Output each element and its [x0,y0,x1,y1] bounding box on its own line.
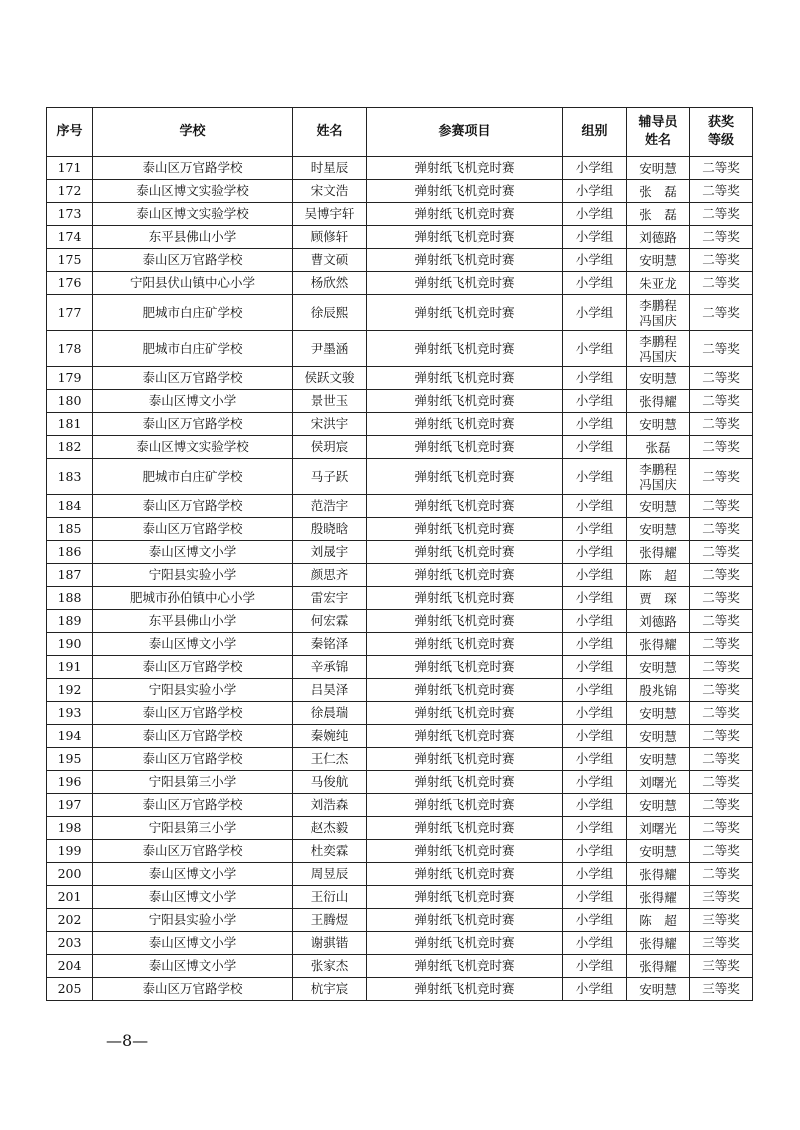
cell-award: 二等奖 [690,817,753,840]
cell-advisor: 陈 超 [627,564,690,587]
cell-school: 肥城市白庄矿学校 [93,331,293,367]
cell-event: 弹射纸飞机竞时赛 [367,226,563,249]
cell-award: 三等奖 [690,909,753,932]
cell-advisor: 殷兆锦 [627,679,690,702]
cell-name: 吴博宇轩 [293,203,367,226]
cell-event: 弹射纸飞机竞时赛 [367,978,563,1001]
cell-award: 二等奖 [690,656,753,679]
cell-group: 小学组 [563,249,627,272]
cell-school: 泰山区博文实验学校 [93,180,293,203]
cell-group: 小学组 [563,909,627,932]
cell-advisor: 刘德路 [627,226,690,249]
cell-advisor: 张得耀 [627,863,690,886]
cell-name: 徐辰熙 [293,295,367,331]
cell-group: 小学组 [563,633,627,656]
table-row [47,436,753,459]
cell-index: 171 [47,157,93,180]
cell-award: 二等奖 [690,272,753,295]
cell-event: 弹射纸飞机竞时赛 [367,955,563,978]
table-row [47,541,753,564]
cell-name: 刘晟宇 [293,541,367,564]
cell-name: 王腾煜 [293,909,367,932]
cell-school: 泰山区博文实验学校 [93,203,293,226]
cell-advisor: 李鹏程 冯国庆 [627,459,690,495]
cell-name: 顾修轩 [293,226,367,249]
cell-index: 173 [47,203,93,226]
cell-award: 三等奖 [690,955,753,978]
table-row [47,564,753,587]
cell-event: 弹射纸飞机竞时赛 [367,495,563,518]
cell-event: 弹射纸飞机竞时赛 [367,367,563,390]
table-row [47,203,753,226]
header-advisor: 辅导员 姓名 [627,108,690,157]
cell-advisor: 贾 琛 [627,587,690,610]
cell-school: 泰山区万官路学校 [93,367,293,390]
cell-group: 小学组 [563,725,627,748]
cell-index: 185 [47,518,93,541]
cell-event: 弹射纸飞机竞时赛 [367,180,563,203]
cell-school: 泰山区万官路学校 [93,413,293,436]
cell-group: 小学组 [563,932,627,955]
cell-school: 肥城市白庄矿学校 [93,295,293,331]
cell-index: 202 [47,909,93,932]
header-index: 序号 [47,108,93,157]
cell-name: 杨欣然 [293,272,367,295]
cell-event: 弹射纸飞机竞时赛 [367,932,563,955]
cell-event: 弹射纸飞机竞时赛 [367,817,563,840]
table-row [47,679,753,702]
cell-event: 弹射纸飞机竞时赛 [367,541,563,564]
cell-award: 二等奖 [690,226,753,249]
cell-advisor: 安明慧 [627,978,690,1001]
cell-name: 王衍山 [293,886,367,909]
cell-event: 弹射纸飞机竞时赛 [367,413,563,436]
cell-index: 187 [47,564,93,587]
cell-group: 小学组 [563,436,627,459]
cell-school: 泰山区万官路学校 [93,157,293,180]
cell-award: 二等奖 [690,725,753,748]
table-row [47,955,753,978]
cell-award: 二等奖 [690,459,753,495]
cell-award: 二等奖 [690,587,753,610]
cell-event: 弹射纸飞机竞时赛 [367,564,563,587]
table-row [47,295,753,331]
header-award: 获奖 等级 [690,108,753,157]
cell-advisor: 安明慧 [627,495,690,518]
header-event: 参赛项目 [367,108,563,157]
cell-award: 二等奖 [690,295,753,331]
cell-group: 小学组 [563,702,627,725]
cell-group: 小学组 [563,587,627,610]
cell-advisor: 张得耀 [627,886,690,909]
table-row [47,633,753,656]
cell-name: 马子跃 [293,459,367,495]
cell-award: 二等奖 [690,331,753,367]
cell-advisor: 刘曙光 [627,817,690,840]
cell-event: 弹射纸飞机竞时赛 [367,794,563,817]
cell-group: 小学组 [563,413,627,436]
cell-index: 181 [47,413,93,436]
cell-name: 范浩宇 [293,495,367,518]
cell-school: 泰山区博文实验学校 [93,436,293,459]
cell-index: 195 [47,748,93,771]
cell-group: 小学组 [563,863,627,886]
cell-group: 小学组 [563,367,627,390]
cell-name: 王仁杰 [293,748,367,771]
cell-group: 小学组 [563,610,627,633]
cell-school: 肥城市孙伯镇中心小学 [93,587,293,610]
cell-advisor: 李鹏程 冯国庆 [627,295,690,331]
cell-event: 弹射纸飞机竞时赛 [367,272,563,295]
cell-school: 泰山区万官路学校 [93,702,293,725]
table-row [47,702,753,725]
cell-group: 小学组 [563,679,627,702]
cell-school: 宁阳县实验小学 [93,909,293,932]
cell-event: 弹射纸飞机竞时赛 [367,909,563,932]
cell-advisor: 安明慧 [627,518,690,541]
cell-school: 东平县佛山小学 [93,226,293,249]
cell-event: 弹射纸飞机竞时赛 [367,587,563,610]
cell-award: 二等奖 [690,679,753,702]
cell-event: 弹射纸飞机竞时赛 [367,886,563,909]
cell-school: 泰山区博文小学 [93,633,293,656]
cell-advisor: 安明慧 [627,725,690,748]
cell-event: 弹射纸飞机竞时赛 [367,656,563,679]
cell-award: 二等奖 [690,863,753,886]
header-name: 姓名 [293,108,367,157]
cell-name: 秦铭泽 [293,633,367,656]
cell-award: 二等奖 [690,180,753,203]
cell-name: 尹墨涵 [293,331,367,367]
cell-name: 曹文硕 [293,249,367,272]
cell-group: 小学组 [563,886,627,909]
table-row [47,413,753,436]
cell-index: 177 [47,295,93,331]
cell-name: 徐晨瑞 [293,702,367,725]
cell-advisor: 张 磊 [627,203,690,226]
cell-name: 宋洪宇 [293,413,367,436]
cell-group: 小学组 [563,203,627,226]
cell-name: 张家杰 [293,955,367,978]
table-row [47,748,753,771]
cell-advisor: 安明慧 [627,249,690,272]
cell-group: 小学组 [563,226,627,249]
cell-index: 198 [47,817,93,840]
cell-advisor: 刘德路 [627,610,690,633]
cell-group: 小学组 [563,794,627,817]
cell-advisor: 安明慧 [627,157,690,180]
cell-group: 小学组 [563,518,627,541]
cell-group: 小学组 [563,157,627,180]
table-row [47,794,753,817]
cell-school: 宁阳县第三小学 [93,771,293,794]
cell-index: 199 [47,840,93,863]
cell-award: 二等奖 [690,541,753,564]
cell-award: 二等奖 [690,840,753,863]
cell-school: 泰山区博文小学 [93,886,293,909]
cell-name: 赵杰毅 [293,817,367,840]
table-row [47,725,753,748]
cell-event: 弹射纸飞机竞时赛 [367,840,563,863]
cell-index: 182 [47,436,93,459]
cell-index: 192 [47,679,93,702]
cell-event: 弹射纸飞机竞时赛 [367,390,563,413]
cell-advisor: 张得耀 [627,541,690,564]
cell-award: 二等奖 [690,518,753,541]
table-row [47,331,753,367]
cell-event: 弹射纸飞机竞时赛 [367,459,563,495]
cell-school: 肥城市白庄矿学校 [93,459,293,495]
table-row [47,587,753,610]
cell-group: 小学组 [563,771,627,794]
cell-school: 泰山区万官路学校 [93,656,293,679]
cell-event: 弹射纸飞机竞时赛 [367,633,563,656]
cell-award: 二等奖 [690,436,753,459]
cell-school: 泰山区万官路学校 [93,978,293,1001]
table-row [47,249,753,272]
cell-advisor: 李鹏程 冯国庆 [627,331,690,367]
cell-group: 小学组 [563,495,627,518]
cell-school: 泰山区万官路学校 [93,748,293,771]
cell-school: 泰山区万官路学校 [93,518,293,541]
cell-group: 小学组 [563,331,627,367]
table-row [47,886,753,909]
cell-group: 小学组 [563,541,627,564]
cell-name: 宋文浩 [293,180,367,203]
cell-group: 小学组 [563,656,627,679]
cell-index: 186 [47,541,93,564]
awards-table [46,107,753,1001]
cell-index: 196 [47,771,93,794]
cell-index: 205 [47,978,93,1001]
cell-advisor: 张磊 [627,436,690,459]
cell-award: 三等奖 [690,978,753,1001]
cell-school: 泰山区博文小学 [93,863,293,886]
cell-event: 弹射纸飞机竞时赛 [367,679,563,702]
cell-name: 杜奕霖 [293,840,367,863]
cell-event: 弹射纸飞机竞时赛 [367,863,563,886]
cell-school: 泰山区万官路学校 [93,794,293,817]
cell-name: 谢骐锴 [293,932,367,955]
cell-advisor: 张 磊 [627,180,690,203]
cell-index: 172 [47,180,93,203]
table-row [47,610,753,633]
cell-school: 宁阳县实验小学 [93,679,293,702]
table-row [47,390,753,413]
cell-advisor: 张得耀 [627,955,690,978]
cell-award: 二等奖 [690,564,753,587]
cell-group: 小学组 [563,955,627,978]
cell-school: 东平县佛山小学 [93,610,293,633]
cell-school: 宁阳县伏山镇中心小学 [93,272,293,295]
cell-advisor: 陈 超 [627,909,690,932]
table-row [47,272,753,295]
table-row [47,817,753,840]
table-row [47,459,753,495]
cell-name: 颜思齐 [293,564,367,587]
cell-school: 泰山区博文小学 [93,541,293,564]
table-row [47,840,753,863]
cell-award: 二等奖 [690,390,753,413]
cell-award: 二等奖 [690,157,753,180]
cell-event: 弹射纸飞机竞时赛 [367,748,563,771]
cell-event: 弹射纸飞机竞时赛 [367,725,563,748]
cell-name: 秦婉纯 [293,725,367,748]
cell-school: 泰山区万官路学校 [93,840,293,863]
cell-index: 193 [47,702,93,725]
cell-group: 小学组 [563,978,627,1001]
cell-index: 200 [47,863,93,886]
cell-event: 弹射纸飞机竞时赛 [367,518,563,541]
table-row [47,863,753,886]
cell-award: 二等奖 [690,702,753,725]
cell-index: 183 [47,459,93,495]
table-row [47,367,753,390]
table-row [47,978,753,1001]
cell-index: 180 [47,390,93,413]
cell-award: 二等奖 [690,794,753,817]
cell-event: 弹射纸飞机竞时赛 [367,295,563,331]
cell-advisor: 安明慧 [627,656,690,679]
cell-index: 184 [47,495,93,518]
cell-event: 弹射纸飞机竞时赛 [367,331,563,367]
cell-school: 泰山区万官路学校 [93,249,293,272]
cell-index: 201 [47,886,93,909]
cell-school: 泰山区博文小学 [93,955,293,978]
cell-event: 弹射纸飞机竞时赛 [367,249,563,272]
cell-group: 小学组 [563,272,627,295]
cell-award: 二等奖 [690,203,753,226]
cell-index: 197 [47,794,93,817]
cell-advisor: 安明慧 [627,367,690,390]
page-number: —8— [106,1031,149,1050]
cell-event: 弹射纸飞机竞时赛 [367,203,563,226]
cell-award: 二等奖 [690,249,753,272]
cell-advisor: 安明慧 [627,794,690,817]
cell-advisor: 安明慧 [627,702,690,725]
table-row [47,180,753,203]
cell-index: 179 [47,367,93,390]
cell-group: 小学组 [563,564,627,587]
header-group: 组别 [563,108,627,157]
cell-event: 弹射纸飞机竞时赛 [367,702,563,725]
cell-name: 殷晓晗 [293,518,367,541]
table-row [47,226,753,249]
cell-name: 时星辰 [293,157,367,180]
cell-award: 二等奖 [690,610,753,633]
cell-index: 190 [47,633,93,656]
cell-advisor: 张得耀 [627,390,690,413]
cell-award: 二等奖 [690,367,753,390]
cell-event: 弹射纸飞机竞时赛 [367,157,563,180]
cell-advisor: 安明慧 [627,748,690,771]
cell-index: 176 [47,272,93,295]
cell-group: 小学组 [563,459,627,495]
cell-award: 二等奖 [690,771,753,794]
table-row [47,656,753,679]
cell-award: 二等奖 [690,748,753,771]
cell-index: 204 [47,955,93,978]
cell-name: 雷宏宇 [293,587,367,610]
table-row [47,518,753,541]
cell-index: 174 [47,226,93,249]
cell-name: 马俊航 [293,771,367,794]
cell-index: 191 [47,656,93,679]
cell-award: 二等奖 [690,633,753,656]
cell-index: 175 [47,249,93,272]
cell-group: 小学组 [563,295,627,331]
cell-name: 辛承锦 [293,656,367,679]
cell-school: 泰山区万官路学校 [93,495,293,518]
cell-name: 吕昊泽 [293,679,367,702]
cell-award: 二等奖 [690,495,753,518]
cell-index: 203 [47,932,93,955]
table-row [47,157,753,180]
cell-advisor: 安明慧 [627,413,690,436]
table-header-row [47,108,753,157]
cell-event: 弹射纸飞机竞时赛 [367,771,563,794]
table-row [47,771,753,794]
cell-name: 刘浩森 [293,794,367,817]
cell-advisor: 张得耀 [627,633,690,656]
cell-name: 周昱辰 [293,863,367,886]
cell-name: 何宏霖 [293,610,367,633]
cell-name: 杭宇宸 [293,978,367,1001]
cell-group: 小学组 [563,748,627,771]
cell-index: 178 [47,331,93,367]
cell-award: 二等奖 [690,413,753,436]
cell-event: 弹射纸飞机竞时赛 [367,610,563,633]
cell-event: 弹射纸飞机竞时赛 [367,436,563,459]
cell-advisor: 朱亚龙 [627,272,690,295]
table-row [47,932,753,955]
cell-index: 188 [47,587,93,610]
cell-advisor: 张得耀 [627,932,690,955]
table-row [47,495,753,518]
cell-school: 宁阳县第三小学 [93,817,293,840]
cell-index: 189 [47,610,93,633]
cell-advisor: 刘曙光 [627,771,690,794]
cell-school: 宁阳县实验小学 [93,564,293,587]
cell-group: 小学组 [563,180,627,203]
cell-school: 泰山区博文小学 [93,932,293,955]
cell-advisor: 安明慧 [627,840,690,863]
header-school: 学校 [93,108,293,157]
table-row [47,909,753,932]
cell-index: 194 [47,725,93,748]
cell-school: 泰山区博文小学 [93,390,293,413]
table-body [47,157,753,1001]
cell-name: 侯玥宸 [293,436,367,459]
cell-group: 小学组 [563,390,627,413]
cell-name: 景世玉 [293,390,367,413]
cell-award: 三等奖 [690,886,753,909]
cell-group: 小学组 [563,817,627,840]
cell-award: 三等奖 [690,932,753,955]
cell-school: 泰山区万官路学校 [93,725,293,748]
cell-name: 侯跃文骏 [293,367,367,390]
cell-group: 小学组 [563,840,627,863]
